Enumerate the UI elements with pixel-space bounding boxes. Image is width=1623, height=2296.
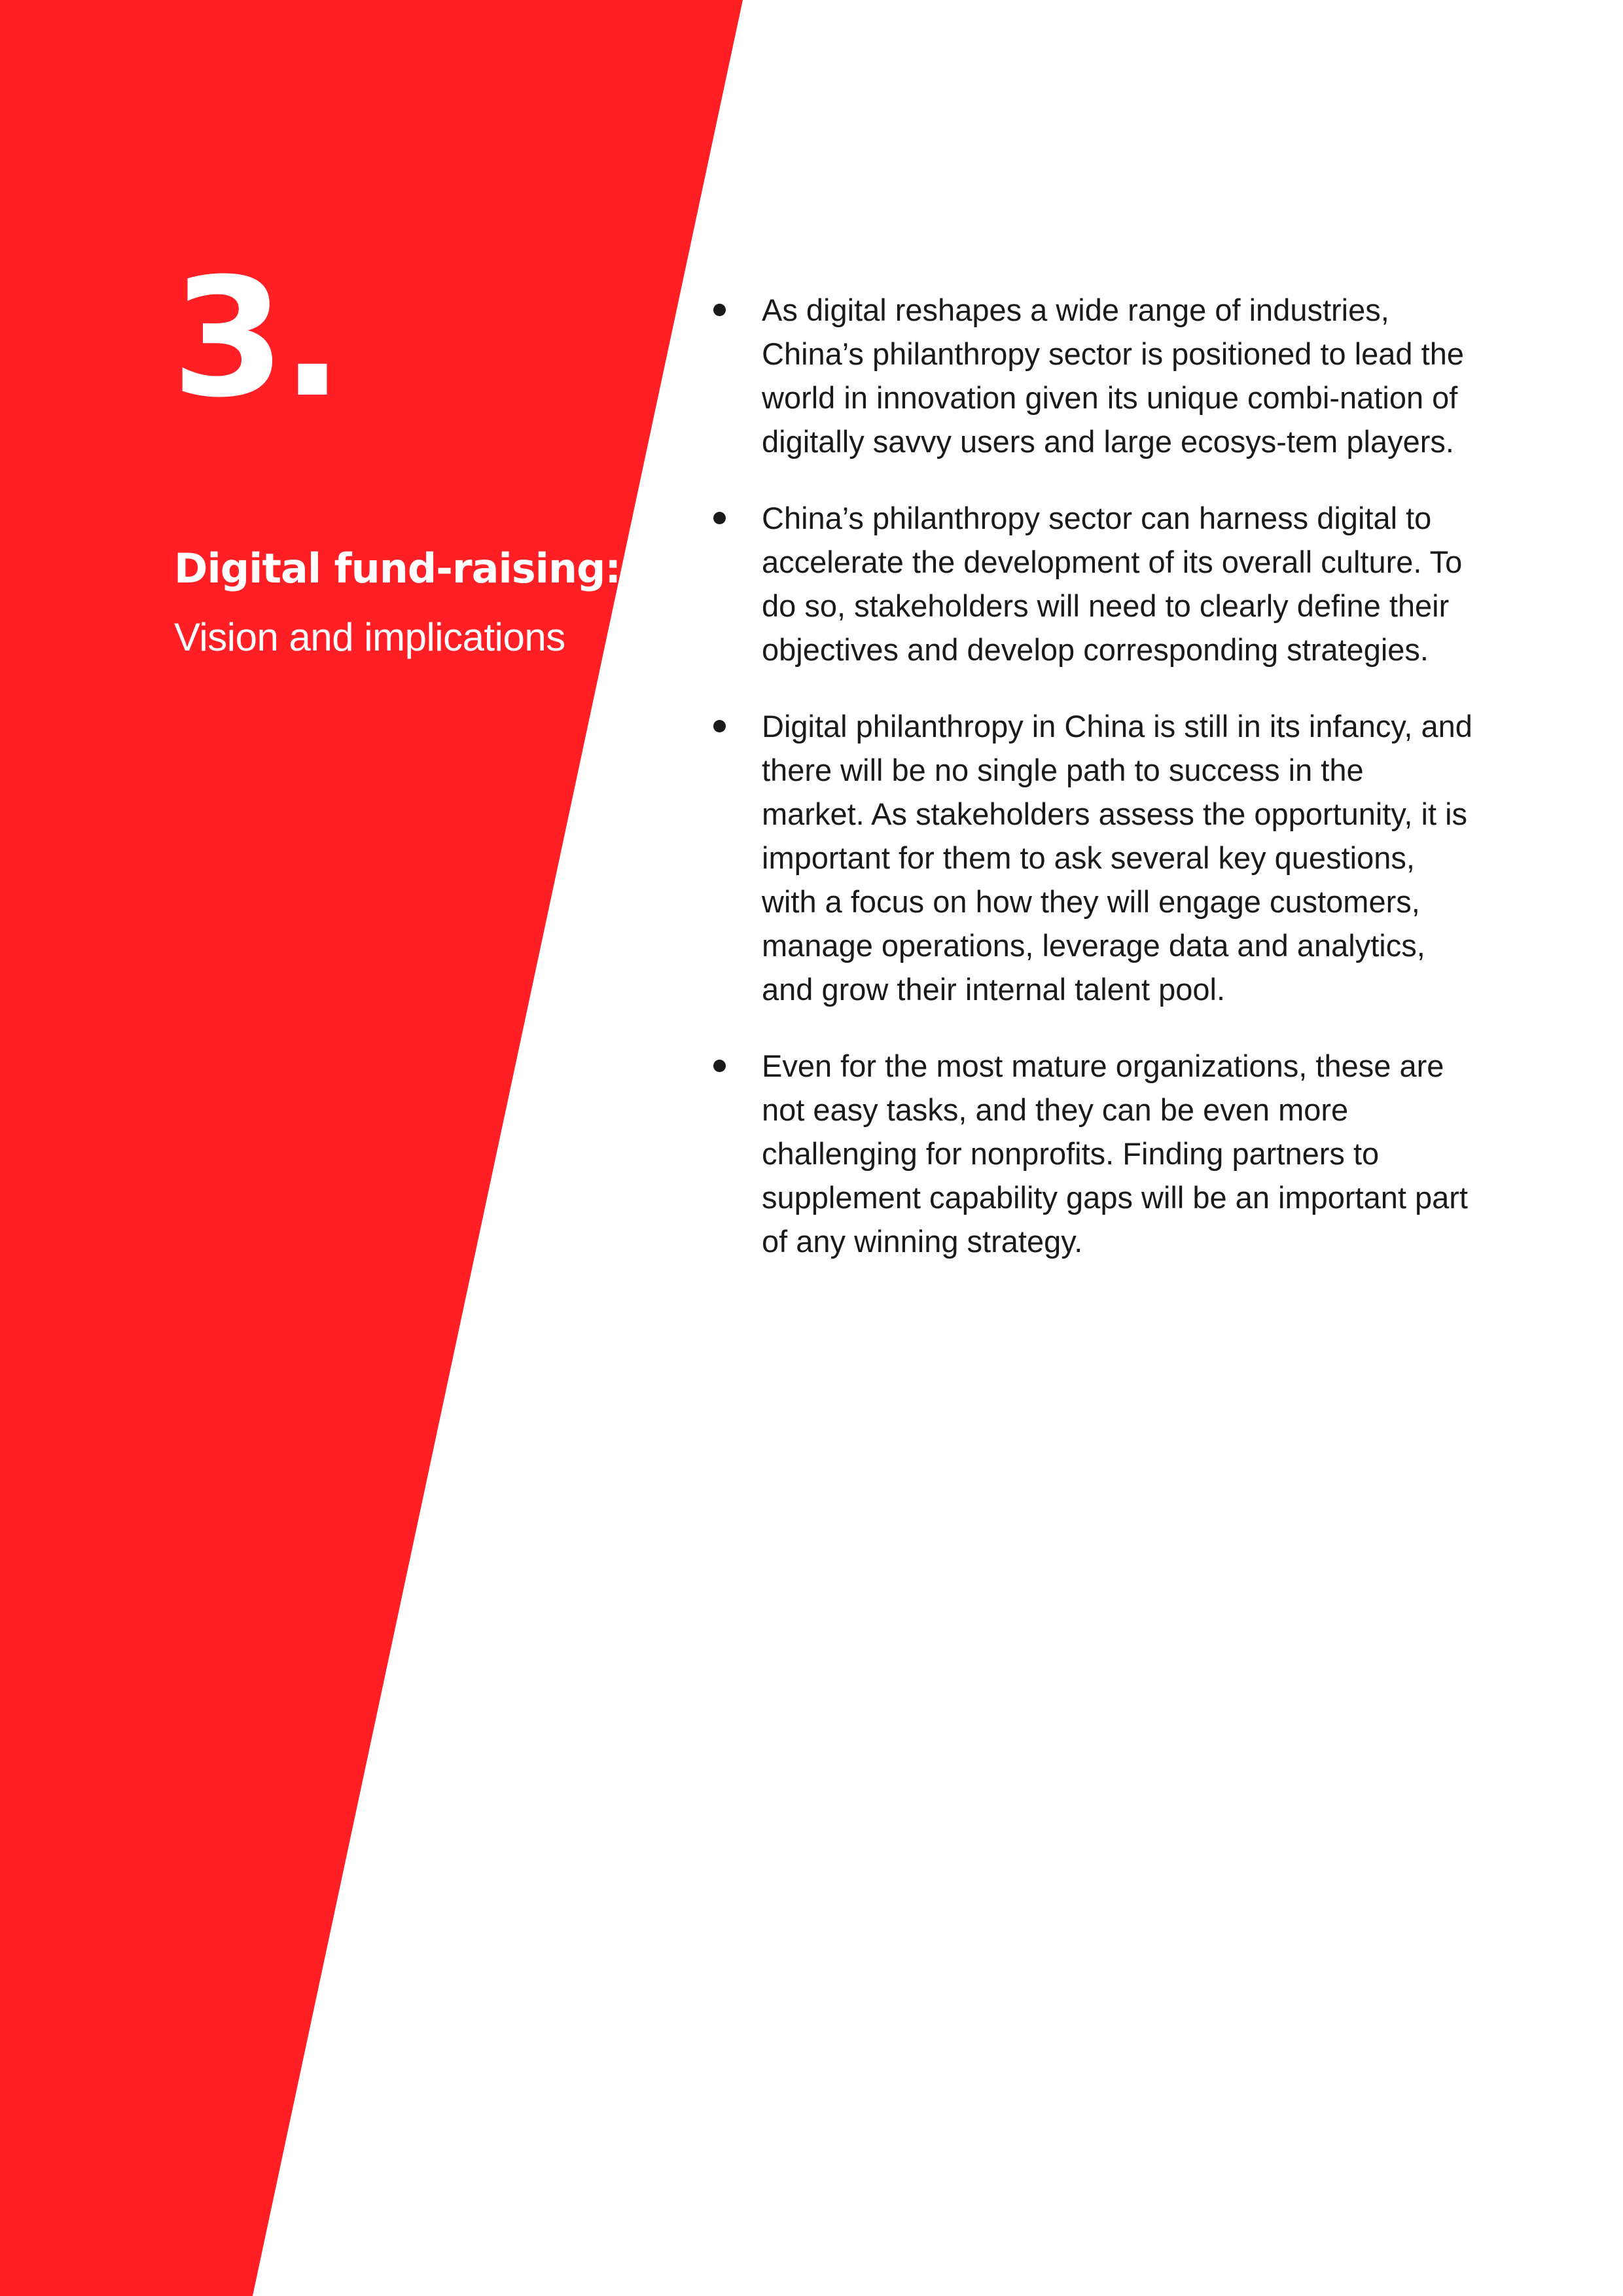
bullet-dot-icon	[713, 1060, 726, 1072]
bullet-item	[713, 288, 1472, 463]
bullet-dot-icon	[713, 304, 726, 316]
bullet-text: As digital reshapes a wide range of industries, China’s philanthropy sector is positioned to lead the world in innovation given its unique combi-nation of digitally savvy users and large ecosys-tem players.	[762, 293, 1464, 459]
section-subtitle: Vision and implications	[174, 615, 565, 659]
bullet-text: Digital philanthropy in China is still in its infancy, and there will be no single path to success in the market. As stakeholders assess the opportunity, it is important for them to ask several key questions, with a focus on how they will engage customers, manage operations, leverage data and analytics, and grow their internal talent pool.	[762, 709, 1472, 1007]
bullet-dot-icon	[713, 720, 726, 732]
bullet-item	[713, 496, 1472, 672]
bullet-item	[713, 1044, 1472, 1263]
bullet-text: Even for the most mature organizations, these are not easy tasks, and they can be even more challenging for nonprofits. Finding partners to supplement capability gaps will be an important part of any winning strategy.	[762, 1049, 1468, 1259]
red-panel-shape	[0, 0, 743, 2296]
key-points-list	[713, 288, 1472, 1296]
bullet-item	[713, 704, 1472, 1011]
bullet-dot-icon	[713, 512, 726, 524]
section-title: Digital fund-raising:	[174, 545, 621, 592]
bullet-text: China’s philanthropy sector can harness digital to accelerate the development of its overall culture. To do so, stakeholders will need to clearly define their objectives and develop corresponding strategies.	[762, 501, 1463, 667]
chapter-number: 3.	[171, 243, 340, 433]
